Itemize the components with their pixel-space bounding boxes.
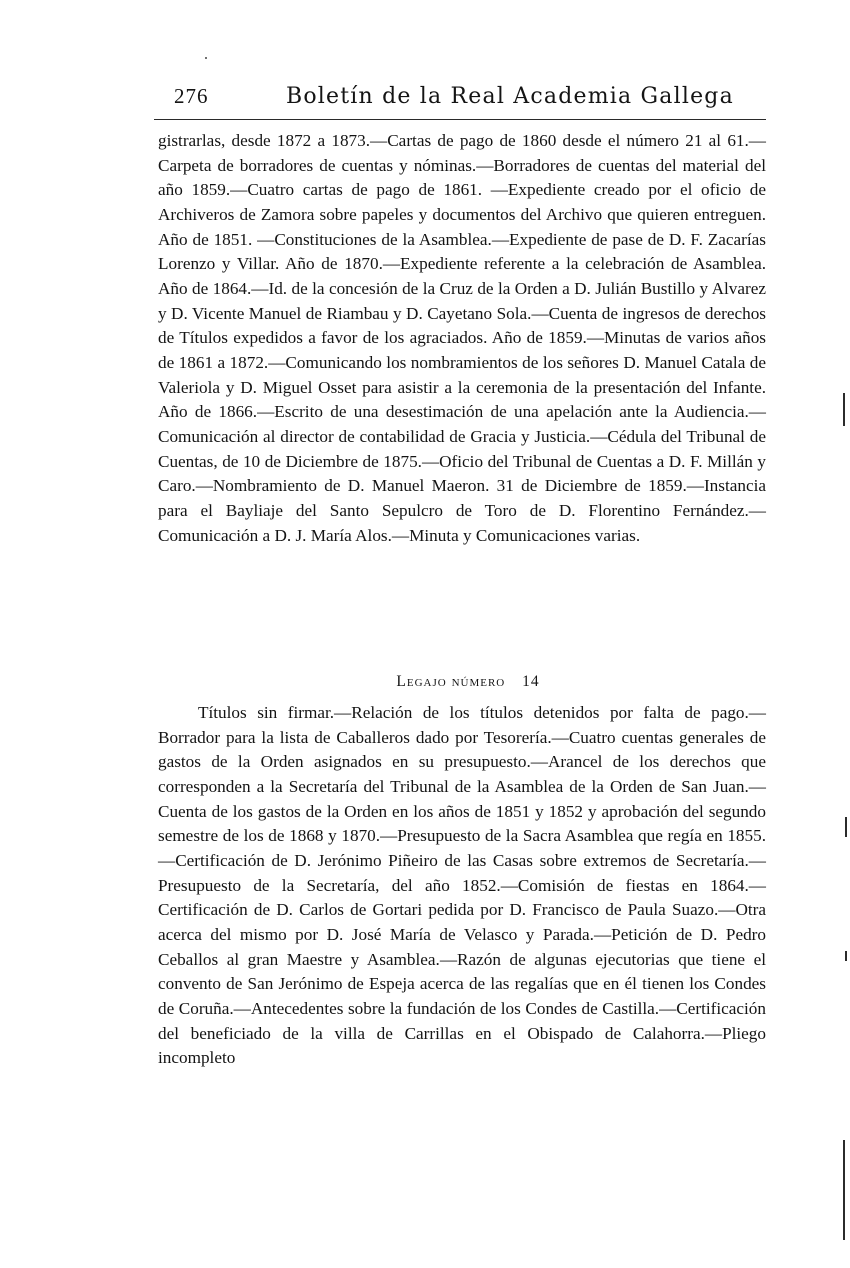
margin-mark (843, 393, 845, 426)
margin-mark (845, 951, 847, 961)
section-heading-number: 14 (522, 673, 540, 690)
margin-mark (845, 817, 847, 837)
section-heading-label: Legajo número (396, 673, 506, 690)
paragraph-continuation: gistrarlas, desde 1872 a 1873.—Cartas de pago de 1860 desde el número 21 al 61.—Carpeta de borradores de cuentas y nóminas.—Borradores de cuentas del material del año 1859.—Cuatro cartas de pago de 1861. —Expediente creado por el oficio de Archiveros de Zamora sobre papeles y documentos del Archivo que quieren entreguen. Año de 1851. —Constituciones de la Asamblea.—Expediente de pase de D. F. Zacarías Lorenzo y Villar. Año de 1870.—Expediente referente a la celebración de Asamblea. Año de 1864.—Id. de la concesión de la Cruz de la Orden a D. Julián Bustillo y Alvarez y D. Vicente Manuel de Riambau y D. Cayetano Sola.—Cuenta de ingresos de derechos de Títulos expedidos a favor de los agraciados. Año de 1859.—Minutas de varios años de 1861 a 1872.—Comunicando los nombramientos de los señores D. Manuel Catala de Valeriola y D. Miguel Osset para asistir a la ceremonia de la presentación del Infante. Año de 1866.—Escrito de una desestimación de una apelación ante la Audiencia.—Comunicación al director de contabilidad de Gracia y Justicia.—Cédula del Tribunal de Cuentas, de 10 de Diciembre de 1875.—Oficio del Tribunal de Cuentas a D. F. Millán y Caro.—Nombramiento de D. Manuel Maeron. 31 de Diciembre de 1859.—Instancia para el Bayliaje del Santo Sepulcro de Toro de D. Florentino Fernández.—Comunicación a D. J. María Alos.—Minuta y Comunicaciones varias. (158, 131, 766, 545)
running-title: Boletín de la Real Academia Gallega (286, 84, 734, 109)
page-header (158, 84, 768, 114)
page-number: 276 (174, 84, 209, 108)
section-heading (158, 673, 766, 691)
paragraph-legajo-14: Títulos sin firmar.—Relación de los títulos detenidos por falta de pago.—Borrador para la lista de Caballeros dado por Tesorería.—Cuatro cuentas generales de gastos de la Orden asignados en su presupuesto.—Arancel de los derechos que corresponden a la Secretaría del Tribunal de la Asamblea de la Orden de San Juan.—Cuenta de los gastos de la Orden en los años de 1851 y 1852 y aprobación del segundo semestre de los de 1868 y 1870.—Presupuesto de la Sacra Asamblea que regía en 1855.—Certificación de D. Jerónimo Piñeiro de las Casas sobre extremos de Secretaría.—Presupuesto de la Secretaría, del año 1852.—Comisión de fiestas en 1864.—Certificación de D. Carlos de Gortari pedida por D. Francisco de Paula Suazo.—Otra acerca del mismo por D. José María de Velasco y Parada.—Petición de D. Pedro Ceballos al gran Maestre y Asamblea.—Razón de algunas ejecutorias que tiene el convento de San Jerónimo de Espeja acerca de las regalías que en él tienen los Condes de Coruña.—Antecedentes sobre la fundación de los Condes de Castilla.—Certificación del beneficiado de la villa de Carrillas en el Obispado de Calahorra.—Pliego incompleto (158, 703, 766, 1068)
margin-mark (843, 1140, 845, 1240)
stray-dot-mark (205, 57, 207, 59)
header-rule (154, 119, 766, 120)
